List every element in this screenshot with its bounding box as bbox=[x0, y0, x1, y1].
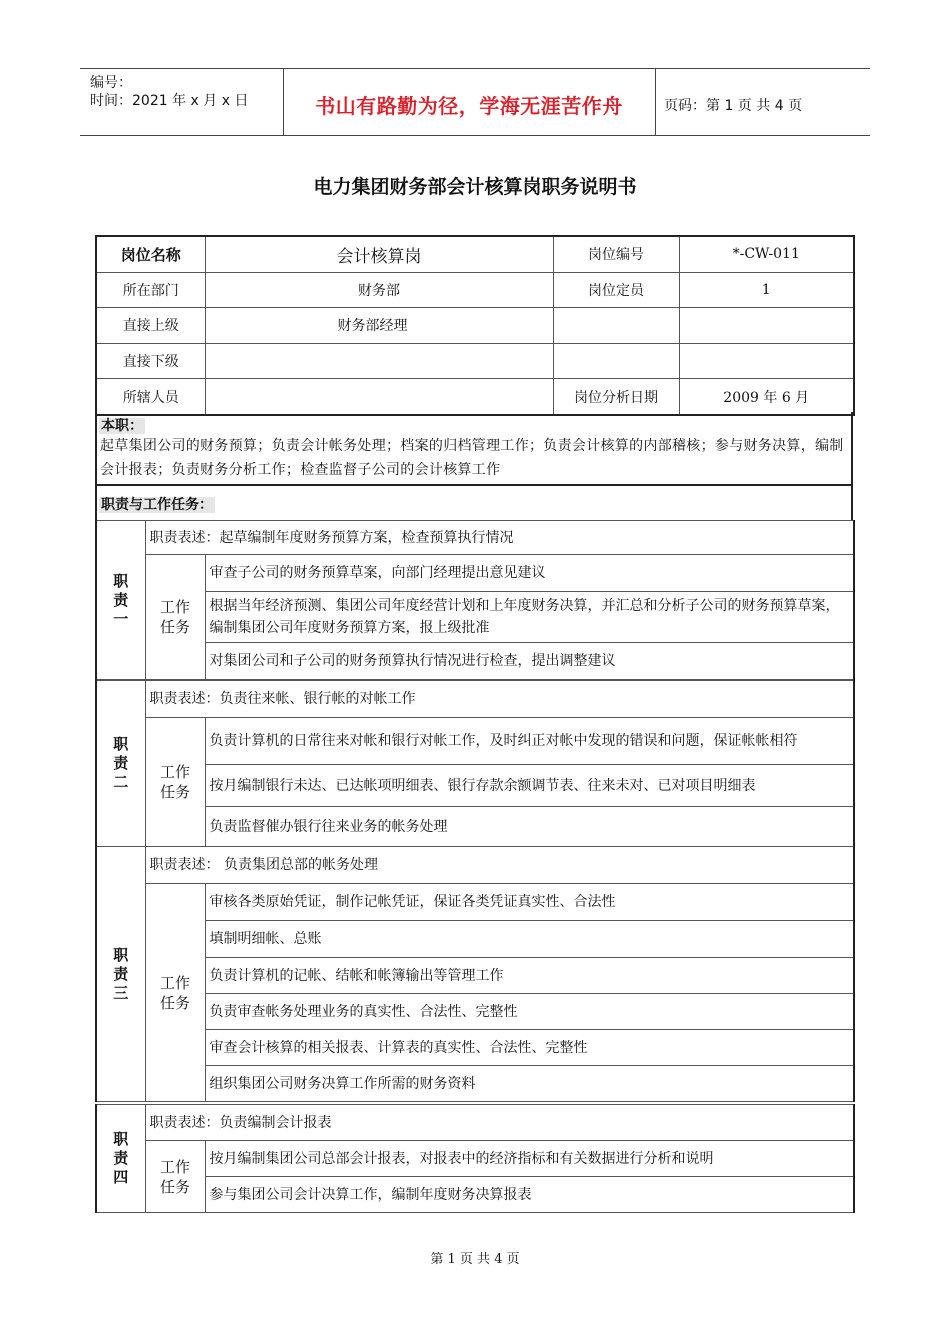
task-item: 负责审查帐务处理业务的真实性、合法性、完整性 bbox=[205, 994, 854, 1030]
task-row bbox=[96, 958, 854, 994]
task-item: 对集团公司和子公司的财务预算执行情况进行检查，提出调整建议 bbox=[205, 643, 854, 680]
document-title: 电力集团财务部会计核算岗职务说明书 bbox=[313, 176, 637, 198]
value-headcount: 1 bbox=[679, 272, 854, 308]
label-staff: 所辖人员 bbox=[96, 379, 205, 415]
task-item: 参与集团公司会计决算工作，编制年度财务决算报表 bbox=[205, 1177, 854, 1213]
work-task-label: 工作 任务 bbox=[145, 555, 205, 680]
value-direct-subordinate bbox=[205, 343, 553, 379]
value-position-code: *-CW-011 bbox=[679, 236, 854, 272]
duty-description: 职责表述： 负责集团总部的帐务处理 bbox=[145, 847, 854, 884]
header-top-rule bbox=[80, 68, 870, 69]
task-row bbox=[96, 718, 854, 765]
label-position-name: 岗位名称 bbox=[96, 236, 205, 272]
task-row bbox=[96, 1066, 854, 1102]
duty-block-4 bbox=[95, 1104, 855, 1213]
duty-desc-row bbox=[96, 681, 854, 718]
work-task-label: 工作 任务 bbox=[145, 1141, 205, 1213]
duty-name: 职 责 三 bbox=[96, 847, 145, 1102]
duty-block-3 bbox=[95, 846, 855, 1102]
task-row bbox=[96, 1030, 854, 1066]
task-item: 审查子公司的财务预算草案，向部门经理提出意见建议 bbox=[205, 555, 854, 592]
task-row bbox=[96, 643, 854, 680]
task-item: 审核各类原始凭证，制作记帐凭证，保证各类凭证真实性、合法性 bbox=[205, 884, 854, 921]
duty-name: 职 责 一 bbox=[96, 521, 145, 680]
task-row bbox=[96, 807, 854, 847]
duty-name: 职 责 四 bbox=[96, 1105, 145, 1213]
task-row bbox=[96, 994, 854, 1030]
duty-desc-row bbox=[96, 847, 854, 884]
header-page: 页码：第 1 页 共 4 页 bbox=[664, 98, 803, 114]
task-item: 按月编制集团公司总部会计报表，对报表中的经济指标和有关数据进行分析和说明 bbox=[205, 1141, 854, 1177]
value-position-name: 会计核算岗 bbox=[205, 236, 553, 272]
info-row bbox=[96, 308, 854, 344]
info-row bbox=[96, 236, 854, 272]
task-item: 组织集团公司财务决算工作所需的财务资料 bbox=[205, 1066, 854, 1102]
label-analysis-date: 岗位分析日期 bbox=[553, 379, 679, 415]
empty-cell bbox=[679, 343, 854, 379]
value-direct-superior: 财务部经理 bbox=[205, 308, 553, 344]
task-row bbox=[96, 555, 854, 592]
header-number: 编号： bbox=[90, 75, 132, 91]
task-row bbox=[96, 1177, 854, 1213]
value-analysis-date: 2009 年 6 月 bbox=[679, 379, 854, 415]
core-duty-text: 起草集团公司的财务预算；负责会计帐务处理；档案的归档管理工作；负责会计核算的内部稽核；参与财务决算，编制会计报表；负责财务分析工作；检查监督子公司的会计核算工作 bbox=[100, 438, 844, 478]
task-row bbox=[96, 1141, 854, 1177]
label-position-code: 岗位编号 bbox=[553, 236, 679, 272]
work-task-label: 工作 任务 bbox=[145, 884, 205, 1102]
task-item: 根据当年经济预测、集团公司年度经营计划和上年度财务决算，并汇总和分析子公司的财务预算草案，编制集团公司年度财务预算方案，报上级批准 bbox=[205, 592, 854, 643]
duties-label: 职责与工作任务： bbox=[101, 497, 213, 513]
page-footer: 第 1 页 共 4 页 bbox=[430, 1252, 520, 1267]
header-divider-right bbox=[655, 68, 656, 135]
duty-desc-row bbox=[96, 1105, 854, 1141]
core-duty-label: 本职： bbox=[101, 418, 143, 434]
empty-cell bbox=[553, 343, 679, 379]
task-item: 负责监督催办银行往来业务的帐务处理 bbox=[205, 807, 854, 847]
label-direct-superior: 直接上级 bbox=[96, 308, 205, 344]
empty-cell bbox=[679, 308, 854, 344]
duties-header bbox=[95, 486, 853, 521]
task-row bbox=[96, 592, 854, 643]
task-item: 按月编制银行未达、已达帐项明细表、银行存款余额调节表、往来未对、已对项目明细表 bbox=[205, 765, 854, 807]
header-bottom-rule bbox=[80, 135, 870, 136]
value-department: 财务部 bbox=[205, 272, 553, 308]
header-date: 时间：2021 年 x 月 x 日 bbox=[90, 93, 249, 109]
label-department: 所在部门 bbox=[96, 272, 205, 308]
task-row bbox=[96, 884, 854, 921]
label-direct-subordinate: 直接下级 bbox=[96, 343, 205, 379]
task-item: 负责计算机的记帐、结帐和帐簿输出等管理工作 bbox=[205, 958, 854, 994]
value-staff bbox=[205, 379, 553, 415]
empty-cell bbox=[553, 308, 679, 344]
task-row bbox=[96, 921, 854, 958]
task-item: 负责计算机的日常往来对帐和银行对帐工作，及时纠正对帐中发现的错误和问题，保证帐帐相符 bbox=[205, 718, 854, 765]
duty-description: 职责表述：负责往来帐、银行帐的对帐工作 bbox=[145, 681, 854, 718]
info-row bbox=[96, 379, 854, 415]
duty-block-1 bbox=[95, 520, 855, 680]
duty-desc-row bbox=[96, 521, 854, 555]
task-row bbox=[96, 765, 854, 807]
task-item: 审查会计核算的相关报表、计算表的真实性、合法性、完整性 bbox=[205, 1030, 854, 1066]
duty-description: 职责表述：起草编制年度财务预算方案，检查预算执行情况 bbox=[145, 521, 854, 555]
duty-block-2 bbox=[95, 680, 855, 847]
duty-name: 职 责 二 bbox=[96, 681, 145, 847]
label-headcount: 岗位定员 bbox=[553, 272, 679, 308]
duty-description: 职责表述：负责编制会计报表 bbox=[145, 1105, 854, 1141]
core-duty-section bbox=[95, 412, 853, 486]
work-task-label: 工作 任务 bbox=[145, 718, 205, 847]
header-motto: 书山有路勤为径，学海无涯苦作舟 bbox=[315, 94, 623, 118]
info-row bbox=[96, 343, 854, 379]
task-item: 填制明细帐、总账 bbox=[205, 921, 854, 958]
info-row bbox=[96, 272, 854, 308]
position-info-table bbox=[95, 235, 855, 416]
